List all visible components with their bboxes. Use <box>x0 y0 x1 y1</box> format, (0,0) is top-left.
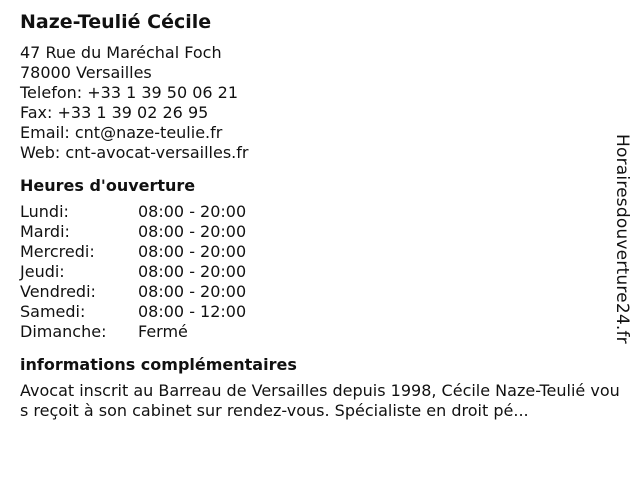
address-city: 78000 Versailles <box>20 63 152 82</box>
hours-row-monday <box>20 202 620 222</box>
hours-row-tuesday <box>20 222 620 242</box>
day-label: Samedi: <box>20 302 86 321</box>
day-label: Lundi: <box>20 202 69 221</box>
day-label: Mercredi: <box>20 242 95 261</box>
business-name: Naze-Teulié Cécile <box>20 11 212 33</box>
website-link[interactable]: Web: cnt-avocat-versailles.fr <box>20 143 249 162</box>
opening-hours-table <box>20 202 620 342</box>
phone-number[interactable]: Telefon: +33 1 39 50 06 21 <box>20 83 239 102</box>
additional-info-text: Avocat inscrit au Barreau de Versailles depuis 1998, Cécile Naze-Teulié vous reçoit à son cabinet sur rendez-vous. Spécialiste en droit pé... <box>20 381 620 420</box>
address-street: 47 Rue du Maréchal Foch <box>20 43 222 62</box>
day-label: Mardi: <box>20 222 70 241</box>
time-range: 08:00 - 20:00 <box>138 282 247 301</box>
hours-row-wednesday <box>20 242 620 262</box>
email-address[interactable]: Email: cnt@naze-teulie.fr <box>20 123 223 142</box>
site-watermark: Horairesdouverture24.fr <box>612 134 632 344</box>
hours-row-thursday <box>20 262 620 282</box>
day-label: Jeudi: <box>20 262 65 281</box>
fax-number: Fax: +33 1 39 02 26 95 <box>20 103 209 122</box>
additional-info-title: informations complémentaires <box>20 355 297 374</box>
opening-hours-title: Heures d'ouverture <box>20 176 196 195</box>
time-range: 08:00 - 20:00 <box>138 262 247 281</box>
time-range: 08:00 - 20:00 <box>138 242 247 261</box>
hours-row-saturday <box>20 302 620 322</box>
time-range: 08:00 - 20:00 <box>138 222 247 241</box>
day-label: Dimanche: <box>20 322 107 341</box>
business-card <box>20 10 620 421</box>
hours-row-friday <box>20 282 620 302</box>
hours-row-sunday <box>20 322 620 342</box>
day-label: Vendredi: <box>20 282 96 301</box>
time-range: Fermé <box>138 322 188 341</box>
time-range: 08:00 - 12:00 <box>138 302 247 321</box>
time-range: 08:00 - 20:00 <box>138 202 247 221</box>
